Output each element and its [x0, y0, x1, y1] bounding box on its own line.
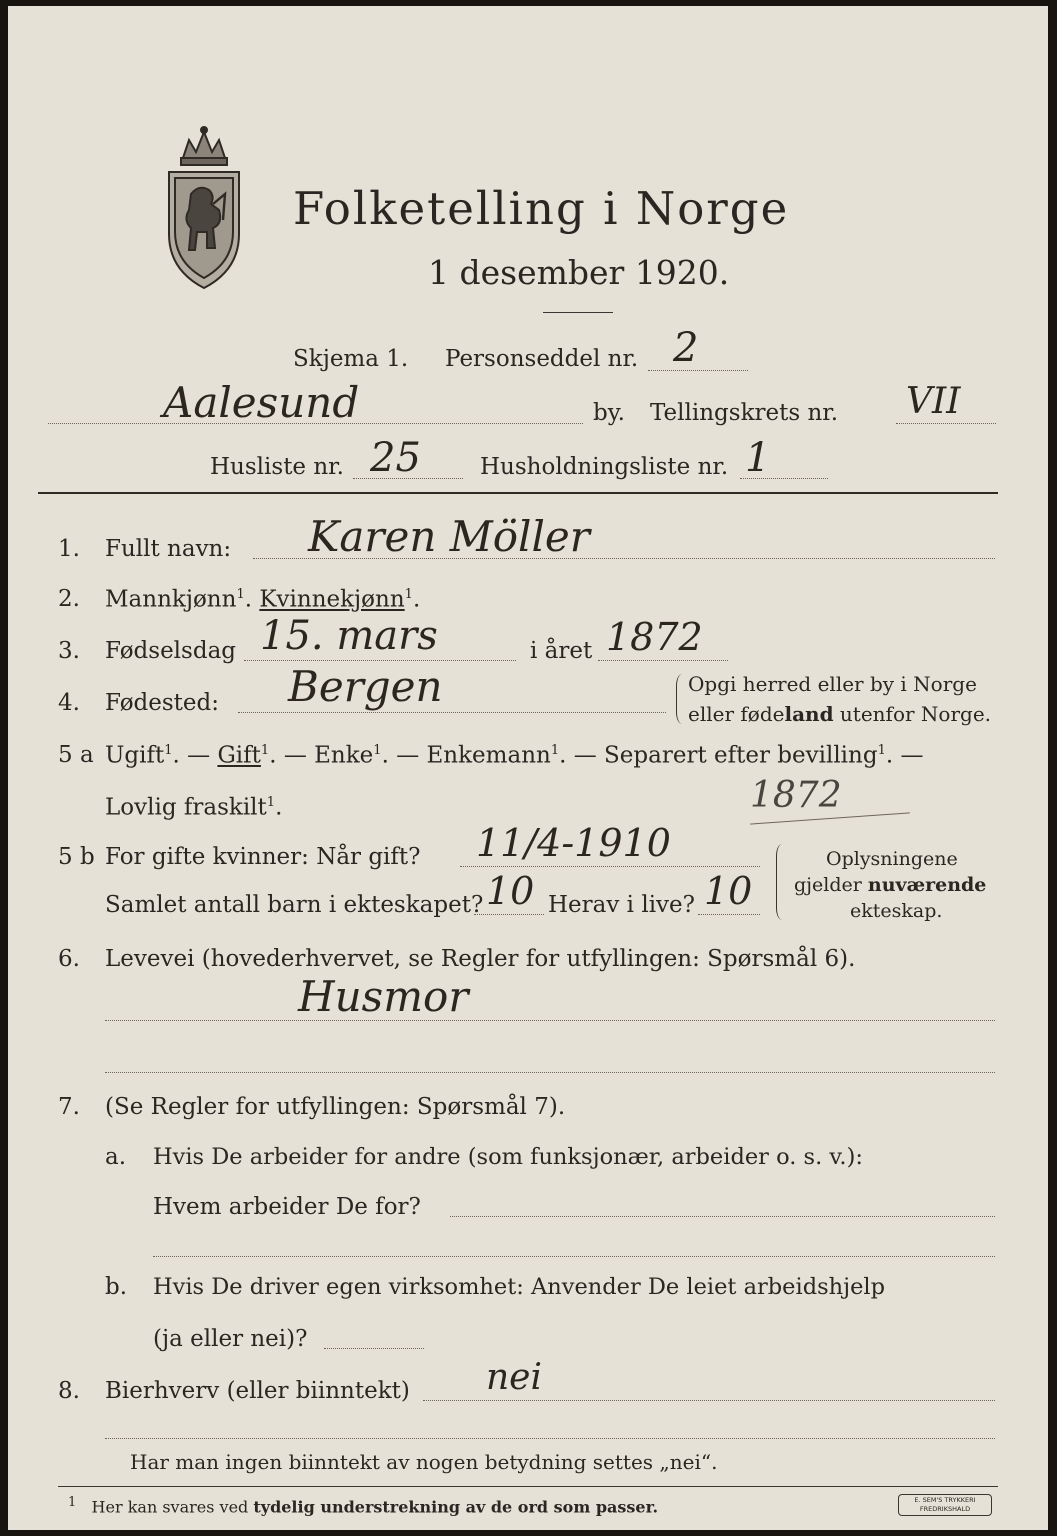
q7-label: (Se Regler for utfyllingen: Spørsmål 7).	[105, 1094, 566, 1120]
q4-label: Fødested:	[105, 690, 220, 716]
year-label: i året	[530, 638, 593, 664]
husliste-label: Husliste nr.	[210, 454, 344, 480]
option-enkemann: Enkemann	[426, 742, 551, 769]
q4-number: 4.	[58, 690, 80, 716]
coat-of-arms-icon	[163, 124, 245, 290]
footer-note: Har man ingen biinntekt av nogen betydning settes „nei“.	[130, 1450, 718, 1474]
q2-number: 2.	[58, 586, 80, 612]
full-name-value: Karen Möller	[308, 512, 590, 561]
option-gift: Gift	[217, 742, 261, 769]
q4-note-2: eller fødeland utenfor Norge.	[688, 702, 992, 726]
q7a-text: Hvis De arbeider for andre (som funksjonær, arbeider o. s. v.):	[153, 1144, 863, 1170]
q5b-number: 5 b	[58, 844, 95, 870]
option-enke: Enke	[314, 742, 374, 769]
option-lovlig-fraskilt: Lovlig fraskilt$^1$.	[105, 794, 283, 821]
q1-number: 1.	[58, 536, 80, 562]
option-mannkjonn: Mannkjønn	[105, 586, 237, 613]
option-kvinnekjonn: Kvinnekjønn	[259, 586, 405, 613]
q7b-letter: b.	[105, 1274, 128, 1300]
q7b-question: (ja eller nei)?	[153, 1326, 308, 1352]
q6-number: 6.	[58, 946, 80, 972]
personseddel-label: Personseddel nr.	[445, 346, 639, 372]
q5b-label-married: For gifte kvinner: Når gift?	[105, 844, 421, 870]
birth-year-value: 1872	[606, 615, 703, 659]
q7a-letter: a.	[105, 1144, 127, 1170]
q3-number: 3.	[58, 638, 80, 664]
header-rule	[38, 492, 998, 494]
form-date: 1 desember 1920.	[428, 253, 730, 292]
q5b-label-children: Samlet antall barn i ekteskapet?	[105, 892, 484, 918]
children-total-value: 10	[486, 869, 535, 913]
q7b-text: Hvis De driver egen virksomhet: Anvender De leiet arbeidshjelp	[153, 1274, 886, 1300]
margin-year-note: 1872	[750, 775, 842, 816]
husholdningsliste-label: Husholdningsliste nr.	[480, 454, 729, 480]
tellingskrets-label: Tellingskrets nr.	[650, 400, 839, 426]
side-income-value: nei	[486, 1357, 543, 1398]
q6-label: Levevei (hovederhvervet, se Regler for utfyllingen: Spørsmål 6).	[105, 946, 856, 972]
q7a-question: Hvem arbeider De for?	[153, 1194, 421, 1220]
by-label: by.	[593, 400, 625, 426]
q5b-note-1: Oplysningene	[826, 848, 958, 870]
option-separert: Separert efter bevilling	[604, 742, 878, 769]
q5b-note-3: ekteskap.	[850, 900, 943, 922]
q4-note-1: Opgi herred eller by i Norge	[688, 672, 977, 696]
q2-options: Mannkjønn$^1$. Kvinnekjønn$^1$.	[105, 586, 421, 613]
footer-rule	[58, 1486, 998, 1487]
q5b-note-2: gjelder nuværende	[794, 874, 987, 896]
q1-label: Fullt navn:	[105, 536, 232, 562]
occupation-value: Husmor	[298, 972, 469, 1021]
q8-label: Bierhverv (eller biinntekt)	[105, 1378, 410, 1404]
birthplace-value: Bergen	[288, 662, 443, 711]
option-ugift: Ugift	[105, 742, 165, 769]
husholdningsliste-value: 1	[745, 435, 771, 481]
q5b-label-alive: Herav i live?	[548, 892, 695, 918]
husliste-value: 25	[370, 435, 421, 481]
personseddel-value: 2	[673, 325, 699, 371]
q5a-number: 5 a	[58, 742, 94, 768]
printer-mark: E. SEM'S TRYKKERI FREDRIKSHALD	[898, 1494, 992, 1516]
q7-number: 7.	[58, 1094, 80, 1120]
q5a-options: Ugift$^1$. — Gift$^1$. — Enke$^1$. — Enkemann$^1$. — Separert efter bevilling$^1$. —	[105, 742, 924, 769]
form-title: Folketelling i Norge	[293, 182, 790, 235]
skjema-label: Skjema 1.	[293, 346, 409, 372]
married-date-value: 11/4-1910	[476, 821, 671, 865]
q3-label: Fødselsdag	[105, 638, 237, 664]
footnote: $^1$ Her kan svares ved tydelig understrekning av de ord som passer.	[68, 1495, 659, 1517]
q8-number: 8.	[58, 1378, 80, 1404]
title-rule	[543, 312, 613, 313]
city-value: Aalesund	[163, 378, 360, 427]
children-alive-value: 10	[704, 869, 753, 913]
census-form	[8, 6, 1048, 1530]
birthday-value: 15. mars	[260, 613, 438, 659]
tellingskrets-value: VII	[906, 381, 961, 422]
